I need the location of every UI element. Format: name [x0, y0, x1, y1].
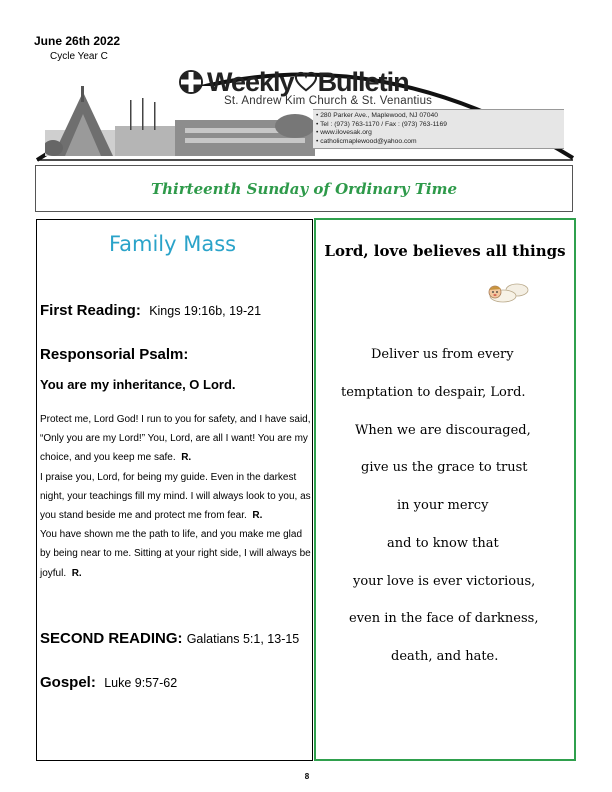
- prayer-line: and to know that: [387, 536, 499, 551]
- response-mark: R.: [71, 567, 82, 579]
- contact-phone: • Tel : (973) 763-1170 / Fax : (973) 763-1169: [316, 120, 447, 128]
- angel-icon: [481, 278, 531, 308]
- heart-icon: [295, 71, 317, 93]
- prayer-line: When we are discouraged,: [355, 423, 531, 438]
- prayer-line: temptation to despair, Lord.: [341, 385, 526, 400]
- psalm-verse-1: Protect me, Lord God! I run to you for safety, and I have said, “Only you are my Lord!” You, Lord, are all I want! You are my choice, and you keep me safe.: [40, 414, 311, 464]
- gospel-label: Gospel:: [40, 674, 96, 691]
- contact-email: • catholicmaplewood@yahoo.com: [316, 137, 417, 145]
- contact-address: • 280 Parker Ave., Maplewood, NJ 07040: [316, 112, 438, 119]
- psalm-verse-2: I praise you, Lord, for being my guide. Even in the darkest night, your teachings fill my mind. I will always look to you, as you stand beside me and protect me from fear.: [40, 471, 311, 522]
- first-reading: [40, 302, 261, 319]
- readings-column: [36, 219, 313, 761]
- contact-website: • www.ilovesak.org: [316, 129, 372, 137]
- gospel-citation: Luke 9:57-62: [104, 676, 178, 690]
- psalm-text: [40, 410, 312, 583]
- response-mark: R.: [181, 452, 192, 464]
- first-reading-label: First Reading:: [40, 302, 141, 319]
- gospel: [40, 674, 177, 691]
- response-mark: R.: [252, 510, 263, 522]
- sunday-title: Thirteenth Sunday of Ordinary Time: [150, 179, 457, 198]
- cycle-year: Cycle Year C: [50, 51, 108, 62]
- family-mass-heading: Family Mass: [109, 232, 237, 256]
- second-reading: [40, 630, 299, 647]
- psalm-label: Responsorial Psalm:: [40, 346, 189, 363]
- second-reading-citation: Galatians 5:1, 13-15: [186, 632, 300, 646]
- prayer-line: give us the grace to trust: [361, 460, 528, 475]
- prayer-line: your love is ever victorious,: [353, 574, 536, 589]
- first-reading-citation: Kings 19:16b, 19-21: [149, 304, 262, 318]
- prayer-column: [314, 218, 576, 761]
- bulletin-logo: [178, 67, 409, 97]
- bulletin-date: June 26th 2022: [34, 34, 121, 48]
- psalm-refrain: You are my inheritance, O Lord.: [40, 377, 236, 392]
- logo-text-weekly: Weekly: [207, 67, 294, 97]
- prayer-line: death, and hate.: [391, 649, 499, 664]
- page-number: 8: [304, 772, 310, 781]
- prayer-title: Lord, love believes all things: [324, 242, 566, 260]
- sunday-title-box: [35, 165, 573, 212]
- psalm-verse-3: You have shown me the path to life, and you make me glad by being near to me. Sitting at your right side, I will always be joyful.: [40, 529, 311, 579]
- prayer-line: even in the face of darkness,: [349, 611, 539, 626]
- church-subtitle: St. Andrew Kim Church & St. Venantius: [224, 95, 433, 107]
- prayer-line: Deliver us from every: [371, 347, 514, 362]
- cross-logo-icon: [178, 69, 204, 95]
- prayer-line: in your mercy: [397, 498, 489, 513]
- second-reading-label: SECOND READING:: [40, 630, 183, 647]
- contact-info: [313, 109, 564, 149]
- logo-text-bulletin: Bulletin: [317, 67, 409, 97]
